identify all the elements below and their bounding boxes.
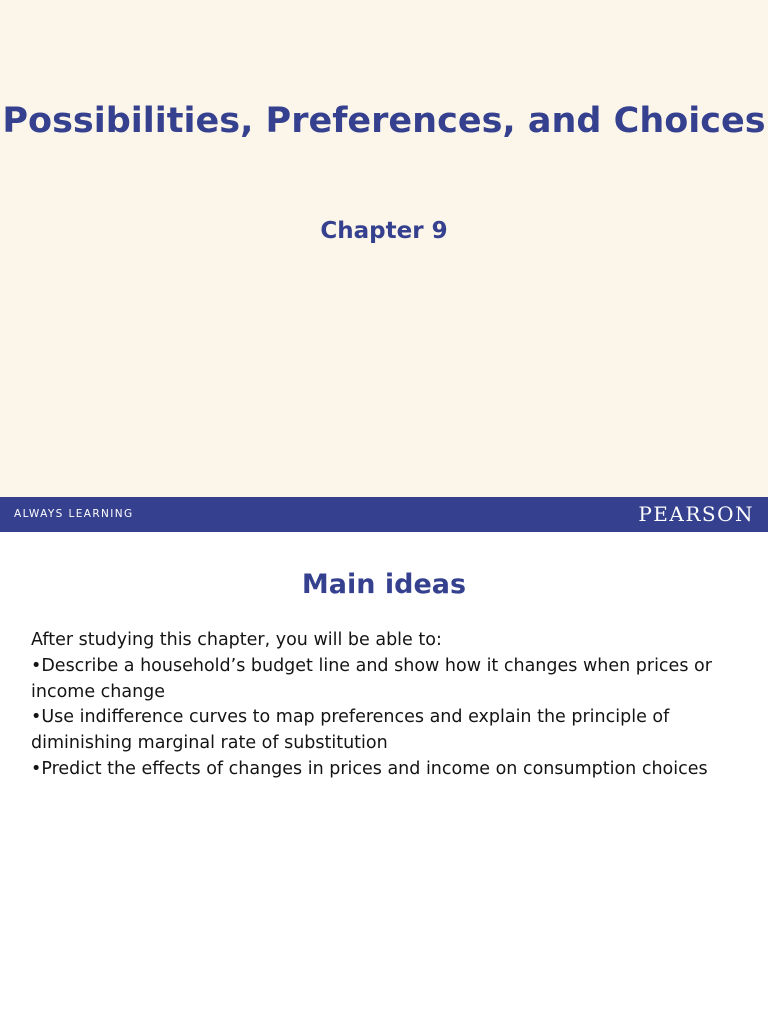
main-ideas-heading: Main ideas (301, 569, 467, 600)
main-ideas-slide (0, 532, 768, 1024)
brand-bar (0, 497, 768, 532)
bullet-item: •Describe a household’s budget line and show how it changes when prices or income change (31, 655, 712, 702)
slide-title: Possibilities, Preferences, and Choices (2, 101, 766, 141)
bullet-item: •Predict the effects of changes in prices and income on consumption choices (31, 758, 708, 779)
brand-tagline: ALWAYS LEARNING (14, 508, 134, 520)
bullet-item: •Use indifference curves to map preferences and explain the principle of diminishing marginal rate of substitution (31, 707, 670, 754)
pearson-logo: PEARSON (638, 502, 754, 526)
title-slide (0, 0, 768, 497)
intro-text: After studying this chapter, you will be able to: (31, 630, 442, 650)
main-ideas-body (31, 628, 751, 783)
chapter-subtitle: Chapter 9 (320, 218, 448, 244)
